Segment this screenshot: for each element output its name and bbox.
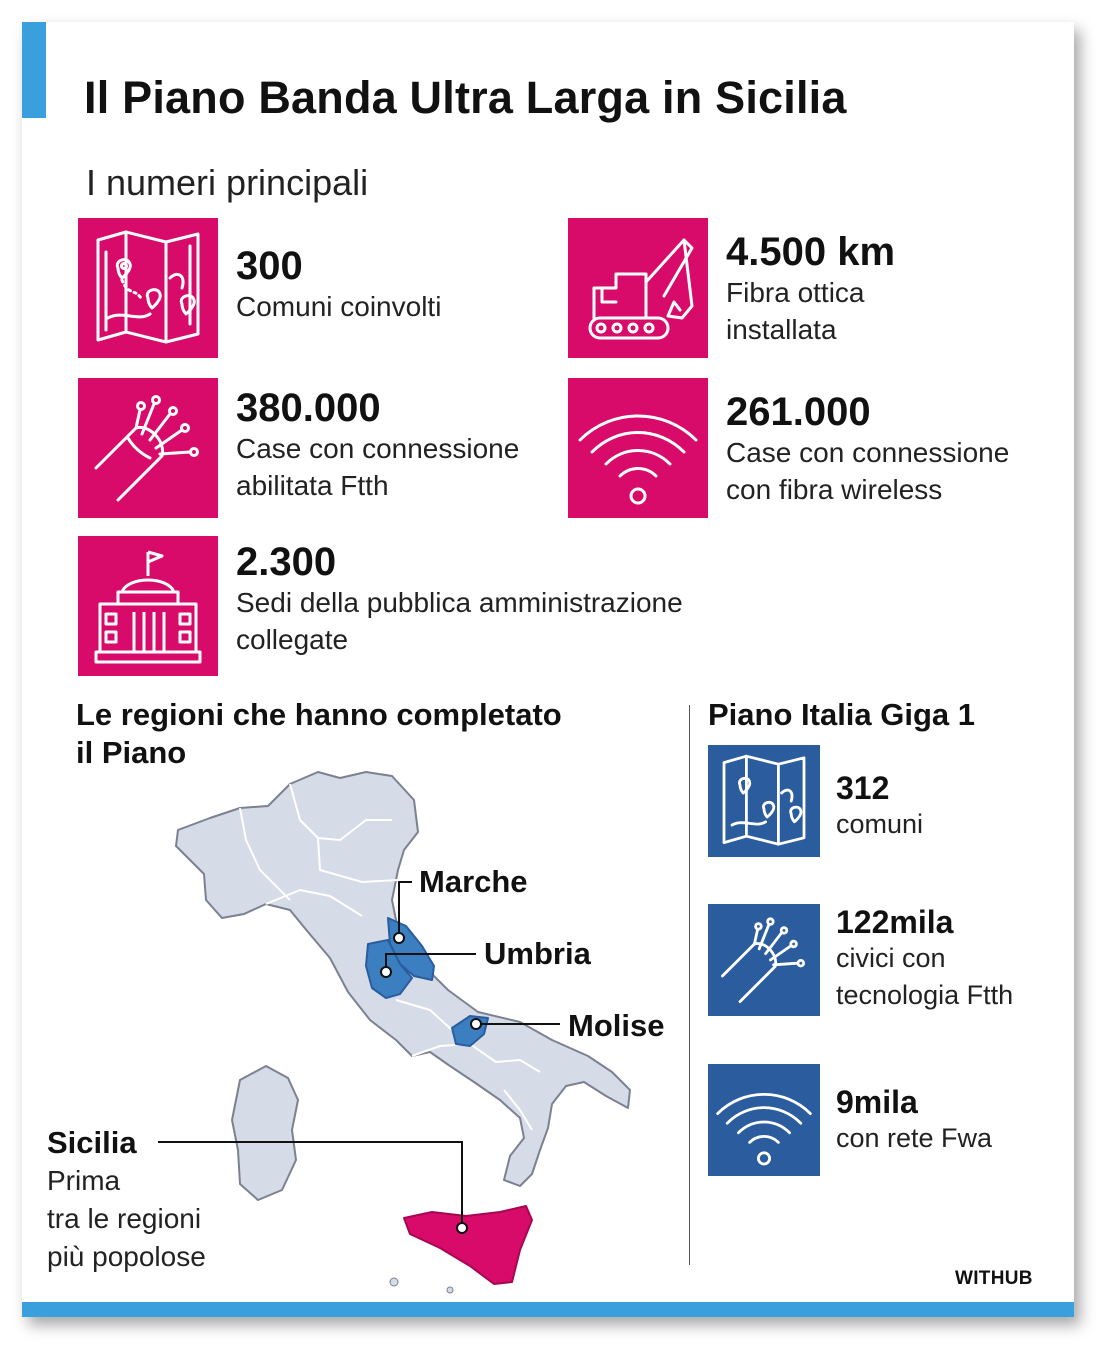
- withub-logo: WITHUB: [955, 1268, 1033, 1289]
- sicilia-note-line: Prima: [47, 1165, 121, 1196]
- stat-desc: abilitata Ftth: [236, 470, 389, 501]
- stat-value: 300: [236, 244, 303, 288]
- stat-desc: Sedi della pubblica amministrazione: [236, 587, 683, 618]
- giga-heading: Piano Italia Giga 1: [708, 697, 976, 732]
- wifi-icon: [568, 378, 708, 518]
- stat-value: 380.000: [236, 386, 381, 430]
- sicily-region: [404, 1206, 532, 1284]
- stat-ftth: [236, 386, 519, 504]
- giga-stat-ftth: [836, 904, 1013, 1014]
- stat-desc: installata: [726, 314, 837, 345]
- stat-desc: Case con connessione: [726, 437, 1010, 468]
- page-title: Il Piano Banda Ultra Larga in Sicilia: [84, 72, 847, 123]
- stat-value: 4.500 km: [726, 230, 896, 274]
- sicilia-callout: [47, 1124, 206, 1276]
- giga-stat-comuni: [836, 770, 923, 843]
- map-icon: [78, 218, 218, 358]
- stat-desc: civici con: [836, 943, 946, 973]
- bottom-accent-bar: [22, 1302, 1074, 1317]
- sicilia-note-line: più popolose: [47, 1241, 206, 1272]
- stat-desc: con rete Fwa: [836, 1123, 993, 1153]
- giga-stat-fwa: [836, 1084, 992, 1157]
- stat-desc: Fibra ottica: [726, 277, 865, 308]
- marche-label: Marche: [419, 864, 528, 899]
- stat-desc: comuni: [836, 809, 924, 839]
- stat-value: 261.000: [726, 390, 871, 434]
- umbria-marker: [381, 967, 391, 977]
- molise-label: Molise: [568, 1008, 665, 1043]
- map-icon: [708, 745, 820, 857]
- stat-value: 2.300: [236, 540, 337, 584]
- stat-value: 122mila: [836, 904, 954, 940]
- public-building-icon: [78, 536, 218, 676]
- fiber-cable-icon: [708, 904, 820, 1016]
- stat-desc: Comuni coinvolti: [236, 291, 442, 322]
- stat-desc: tecnologia Ftth: [836, 980, 1014, 1010]
- excavator-icon: [568, 218, 708, 358]
- regions-heading-line1: Le regioni che hanno completato: [76, 697, 562, 732]
- sardinia: [232, 1066, 298, 1200]
- stat-desc: con fibra wireless: [726, 474, 943, 505]
- molise-marker: [471, 1019, 481, 1029]
- wifi-icon: [708, 1064, 820, 1176]
- page-subtitle: I numeri principali: [86, 162, 369, 203]
- stat-value: 9mila: [836, 1084, 918, 1120]
- stat-value: 312: [836, 770, 890, 806]
- stat-desc: collegate: [236, 624, 349, 655]
- stat-desc: Case con connessione: [236, 433, 520, 464]
- stat-fibra: [726, 230, 895, 348]
- regions-heading-line2: il Piano: [76, 735, 187, 770]
- sicilia-marker: [457, 1223, 467, 1233]
- sicilia-note-line: tra le regioni: [47, 1203, 202, 1234]
- marche-marker: [394, 933, 404, 943]
- fiber-cable-icon: [78, 378, 218, 518]
- section-divider: [689, 705, 690, 1265]
- stat-comuni: [236, 244, 441, 325]
- sicilia-name: Sicilia: [47, 1125, 137, 1160]
- accent-bar: [22, 22, 46, 118]
- umbria-label: Umbria: [484, 936, 591, 971]
- stat-wireless: [726, 390, 1009, 508]
- stat-pa: [236, 540, 683, 658]
